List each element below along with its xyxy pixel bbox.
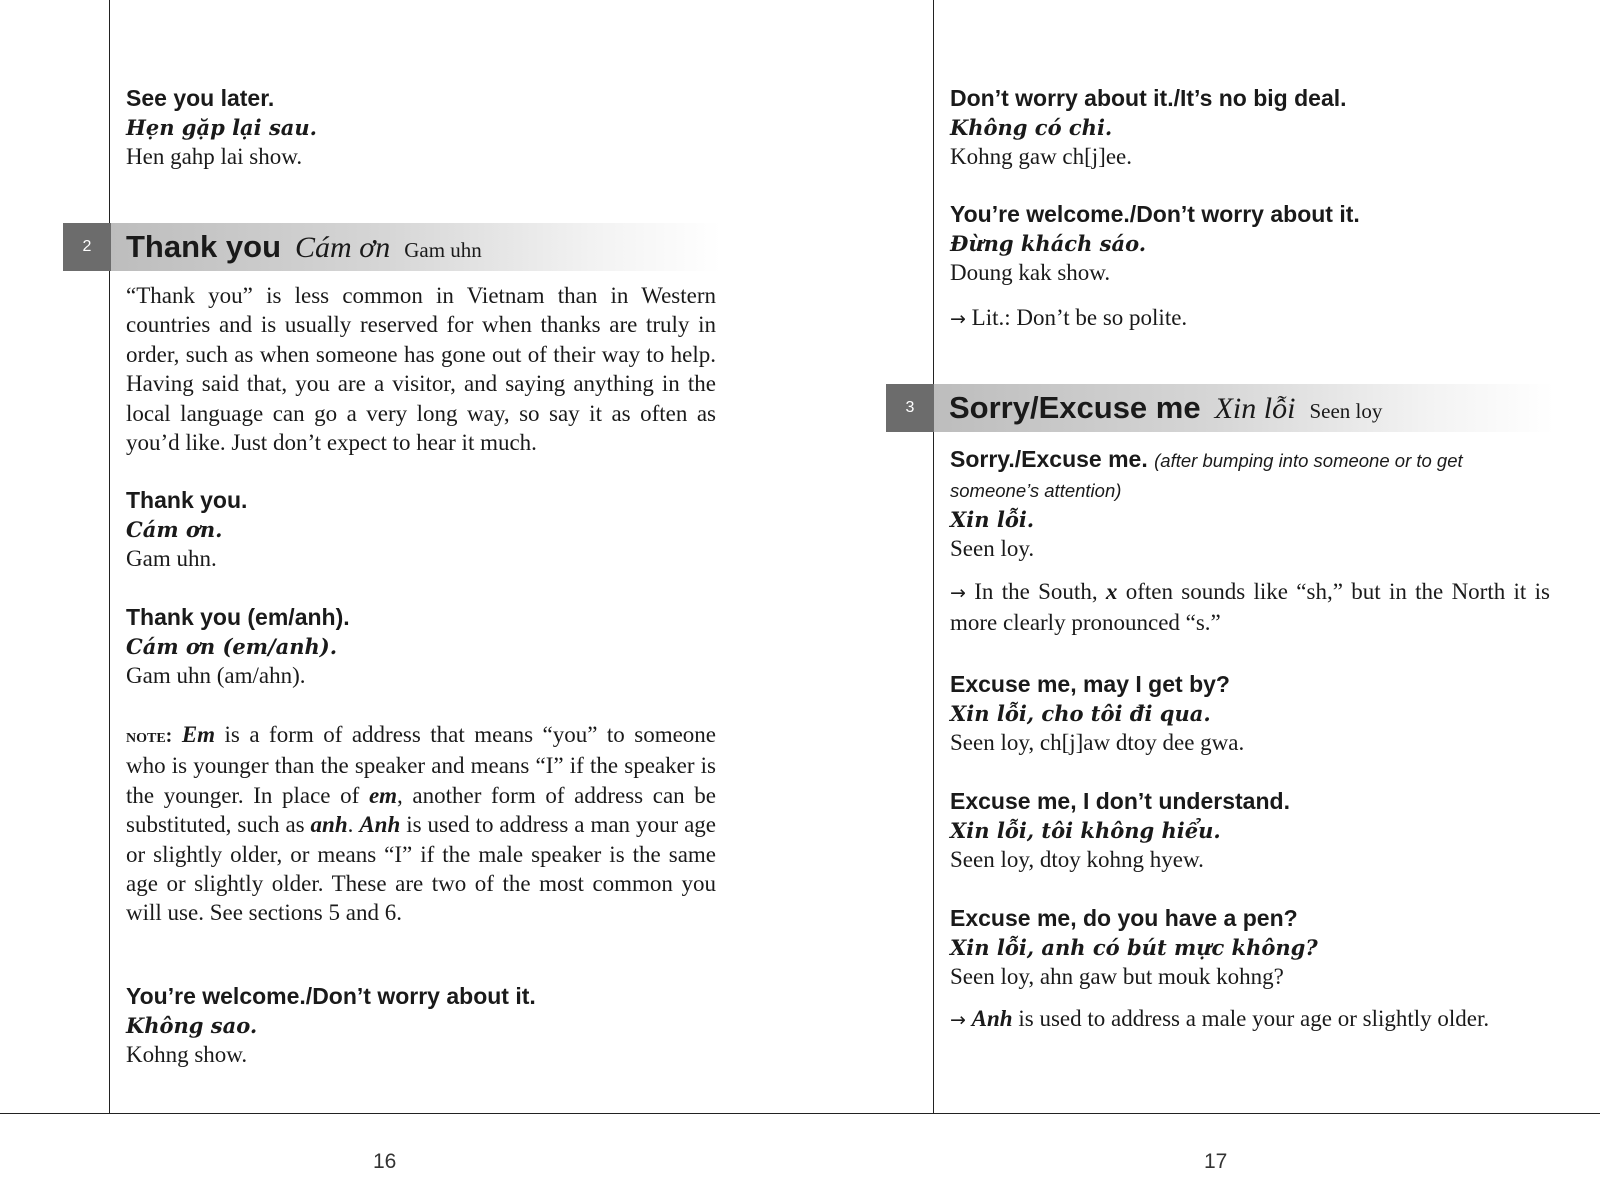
bottom-rule <box>0 1113 1600 1114</box>
section-title: Sorry/Excuse me <box>949 390 1201 425</box>
phrase-block <box>950 670 1550 757</box>
section-title-pronunciation: Seen loy <box>1309 399 1383 423</box>
term-x: x <box>1105 579 1118 604</box>
phrase-vietnamese: Không có chi. <box>950 115 1113 140</box>
phrase-vietnamese: Cám ơn. <box>126 517 223 542</box>
phrase-pronunciation: Gam uhn (am/ahn). <box>126 663 306 688</box>
note-paragraph: note: Em is a form of address that means “you” to someone who is younger than the speaker and means “I” if the speaker is the younger. In place of em, another form of address can be substituted, such as anh. Anh is used to address a man your age or slightly older, or means “I” if the male speaker is the same age or slightly older. These are two of the most common you will use. See sections 5 and 6. <box>126 722 717 926</box>
left-margin-rule <box>109 0 110 1113</box>
arrow-icon: → <box>950 582 966 604</box>
page-number-left: 16 <box>373 1150 397 1173</box>
phrase-pronunciation: Seen loy, dtoy kohng hyew. <box>950 847 1204 872</box>
section-title-vietnamese: Cám ơn <box>295 231 391 264</box>
phrase-pronunciation: Doung kak show. <box>950 260 1111 285</box>
term-em: em <box>368 782 398 808</box>
phrase-vietnamese: Hẹn gặp lại sau. <box>126 115 317 140</box>
phrase-vietnamese: Đừng khách sáo. <box>950 231 1147 256</box>
usage-note: → Anh is used to address a male your age or slightly older. <box>950 1006 1490 1031</box>
phrase-pronunciation: Hen gahp lai show. <box>126 144 303 169</box>
phrase-pronunciation: Seen loy, ch[j]aw dtoy dee gwa. <box>950 730 1245 755</box>
phrase-vietnamese: Xin lỗi, anh có bút mực không? <box>950 935 1318 960</box>
phrase-pronunciation: Seen loy, ahn gaw but mouk kohng? <box>950 964 1284 989</box>
section-title-pronunciation: Gam uhn <box>404 238 482 262</box>
phrase-block <box>126 982 716 1069</box>
phrase-vietnamese: Xin lỗi, cho tôi đi qua. <box>950 701 1211 726</box>
pronunciation-note: → In the South, x often sounds like “sh,” but in the North it is more clearly pronounced “s.” <box>950 579 1550 636</box>
phrase-vietnamese: Cám ơn (em/anh). <box>126 634 338 659</box>
literal-note: → Lit.: Don’t be so polite. <box>950 305 1188 330</box>
phrase-english: You’re welcome./Don’t worry about it. <box>126 983 536 1009</box>
phrase-english: Don’t worry about it./It’s no big deal. <box>950 85 1347 111</box>
section-number-badge: 3 <box>886 384 934 432</box>
phrase-english: Excuse me, do you have a pen? <box>950 905 1298 931</box>
phrase-english: See you later. <box>126 85 275 111</box>
phrase-english: Excuse me, may I get by? <box>950 671 1230 697</box>
term-anh: Anh <box>359 812 401 838</box>
phrase-block <box>950 904 1550 991</box>
term-anh: anh <box>310 812 348 838</box>
page-number-right: 17 <box>1204 1150 1228 1173</box>
phrase-vietnamese: Xin lỗi. <box>950 507 1035 532</box>
phrase-pronunciation: Kohng gaw ch[j]ee. <box>950 144 1133 169</box>
section-intro-paragraph: “Thank you” is less common in Vietnam than in Western countries and is usually reserved for when thanks are truly in order, such as when someone has gone out of their way to help. Having said that, you are a visitor, and saying anything in the local language can go a very long way, so say it as often as you’d like. Just don’t expect to hear it much. <box>126 283 716 456</box>
phrase-block <box>126 603 716 690</box>
phrase-block <box>950 84 1550 171</box>
phrase-english: You’re welcome./Don’t worry about it. <box>950 201 1360 227</box>
phrase-block <box>126 84 716 171</box>
term-anh: Anh <box>971 1006 1013 1031</box>
phrase-block <box>950 200 1550 287</box>
section-header-sorry <box>934 384 1554 432</box>
phrase-vietnamese: Xin lỗi, tôi không hiểu. <box>950 818 1221 843</box>
phrase-english: Sorry./Excuse me. (after bumping into someone or to get someone’s attention) <box>950 446 1463 501</box>
note-label: note: <box>126 725 173 747</box>
phrase-pronunciation: Seen loy. <box>950 536 1035 561</box>
term-em: Em <box>181 722 216 747</box>
section-title: Thank you <box>126 229 282 264</box>
phrase-block <box>950 787 1550 874</box>
section-number-badge: 2 <box>63 223 111 271</box>
phrase-pronunciation: Kohng show. <box>126 1042 248 1067</box>
phrase-vietnamese: Không sao. <box>126 1013 258 1038</box>
phrase-pronunciation: Gam uhn. <box>126 546 217 571</box>
arrow-icon: → <box>950 308 966 330</box>
section-header-thank-you <box>111 223 721 271</box>
center-gutter-rule <box>933 0 934 1113</box>
arrow-icon: → <box>950 1009 966 1031</box>
phrase-block <box>950 445 1550 563</box>
phrase-english: Excuse me, I don’t understand. <box>950 788 1290 814</box>
phrase-block <box>126 486 716 573</box>
section-title-vietnamese: Xin lỗi <box>1214 392 1296 425</box>
usage-context: (after bumping into someone or to get someone’s attention) <box>950 450 1463 501</box>
phrase-english: Thank you (em/anh). <box>126 604 350 630</box>
phrase-english: Thank you. <box>126 487 248 513</box>
